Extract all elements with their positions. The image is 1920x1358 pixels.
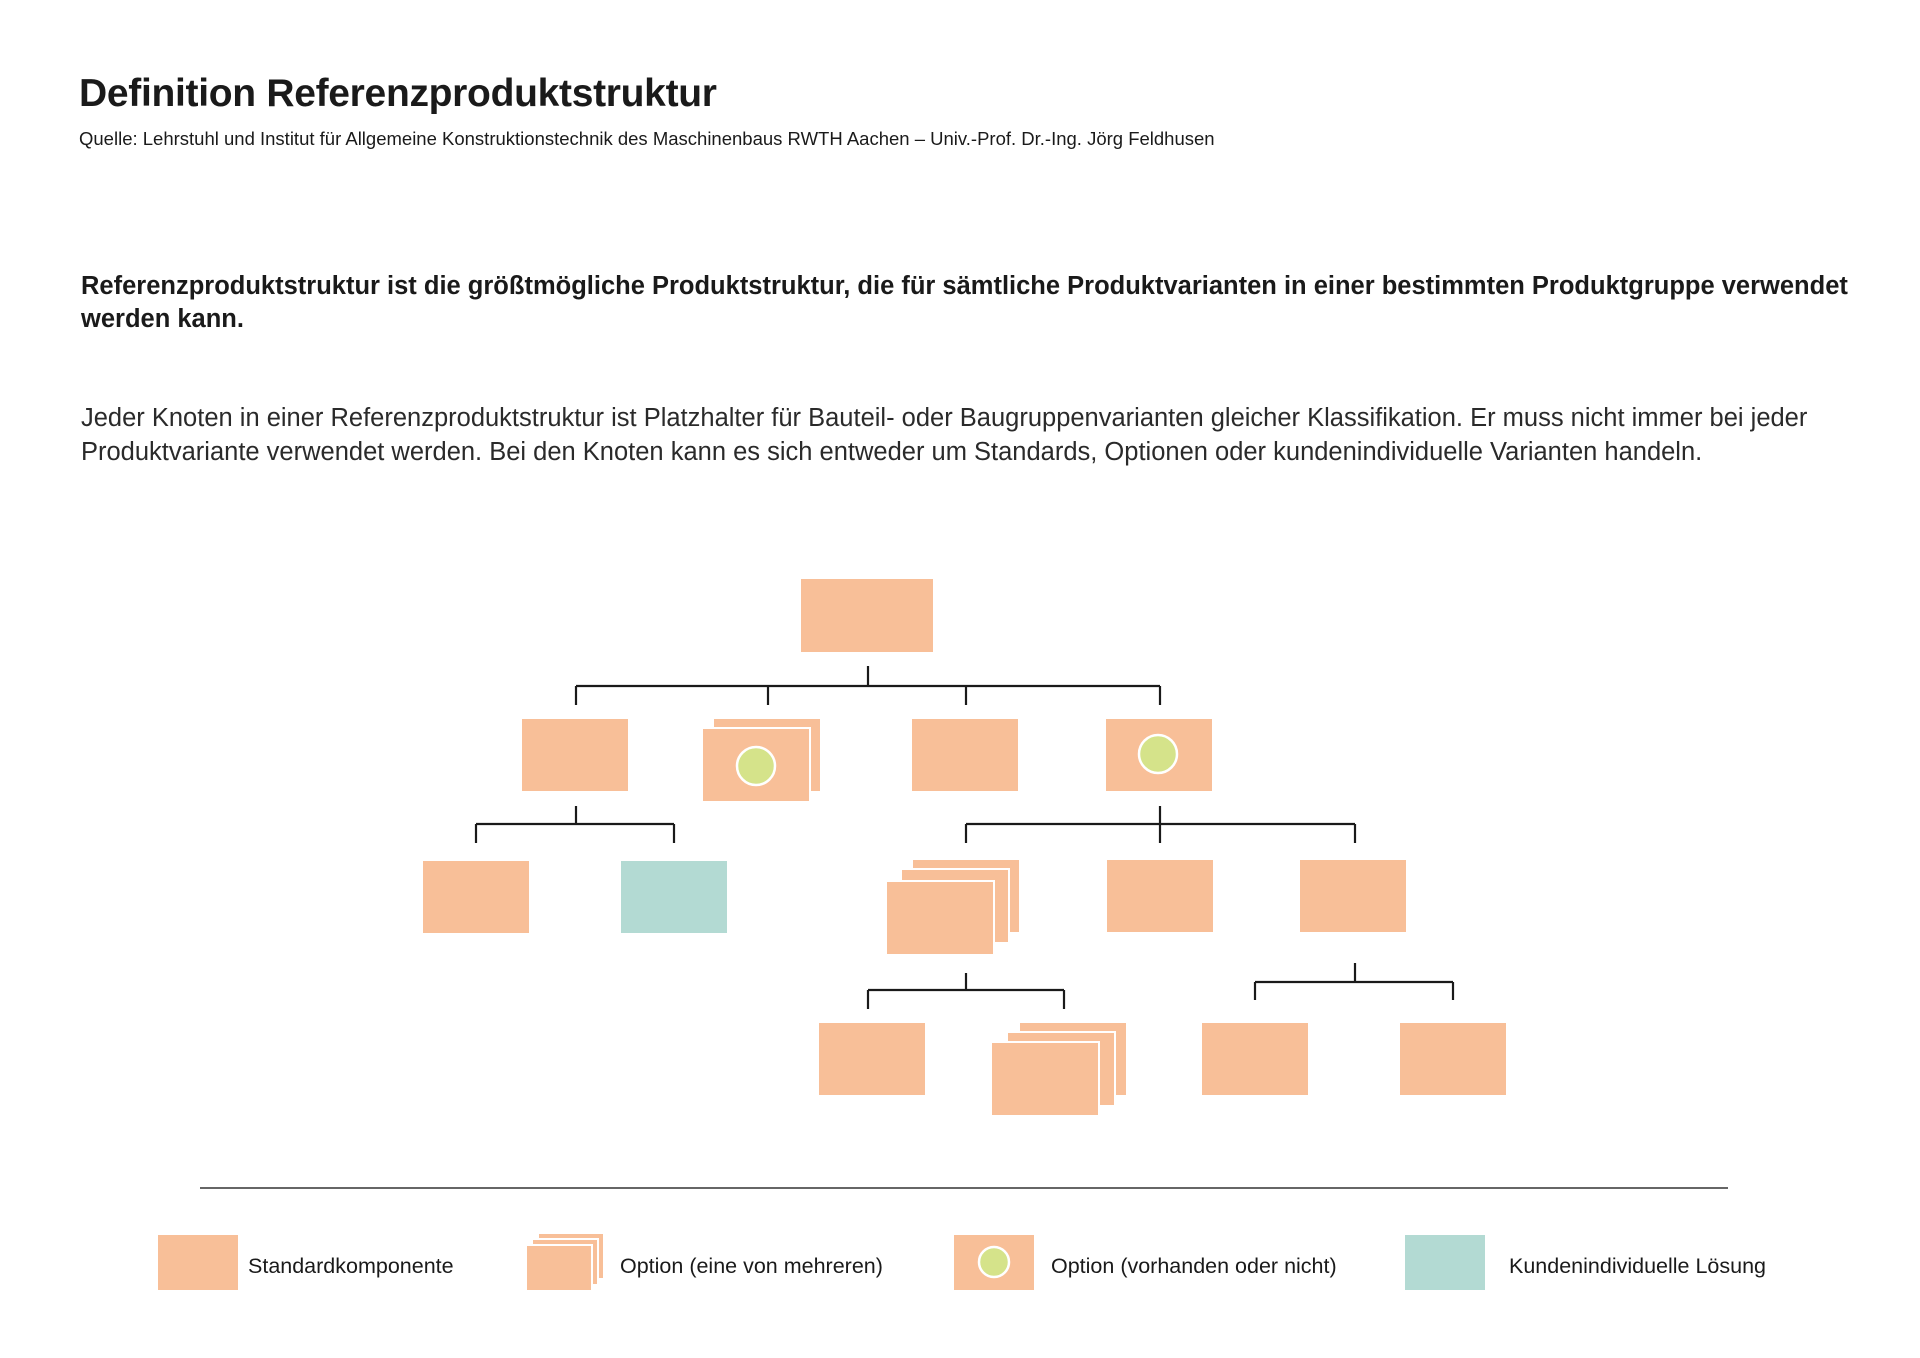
node-l2-customer: [620, 860, 728, 934]
description-text: Jeder Knoten in einer Referenzproduktstruktur ist Platzhalter für Bauteil- oder Baugruppenvarianten gleicher Klassifikation. Er muss nicht immer bei jeder Produktvariante verwendet werden. Bei den Knoten kann es sich entweder um Standards, Optionen oder kundenindividuelle Varianten handeln.: [81, 404, 1808, 466]
node-l3-standard-3: [1399, 1022, 1507, 1096]
legend-label-option-several: Option (eine von mehreren): [620, 1254, 883, 1278]
connector-standard-branch: [1255, 963, 1453, 1000]
source-citation: Quelle: Lehrstuhl und Institut für Allgemeine Konstruktionstechnik des Maschinenbaus RWTH Aachen – Univ.-Prof. Dr.-Ing. Jörg Feldhusen: [79, 128, 1215, 149]
legend-customer-swatch: [1404, 1234, 1486, 1291]
stack-layer-front: [526, 1245, 592, 1291]
page-title: Definition Referenzproduktstruktur: [79, 72, 717, 115]
node-l2-standard-right: [1299, 859, 1407, 933]
definition-text: Referenzproduktstruktur ist die größtmögliche Produktstruktur, die für sämtliche Produktvarianten in einer bestimmten Produktgruppe verwendet werden kann.: [81, 272, 1848, 333]
legend-label-standard: Standardkomponente: [248, 1254, 454, 1278]
optional-marker-icon: [979, 1247, 1009, 1277]
connector-left-branch: [476, 806, 674, 843]
node-l1-standard-1: [521, 718, 629, 792]
legend-label-option-present: Option (vorhanden oder nicht): [1051, 1254, 1337, 1278]
node-l2-option-stack: [886, 859, 1020, 955]
legend-standard-swatch: [157, 1234, 239, 1291]
node-l3-standard-2: [1201, 1022, 1309, 1096]
root-node: [800, 578, 934, 653]
node-l1-option-stack: [702, 718, 821, 802]
stack-layer-front: [886, 881, 994, 955]
stack-layer-front: [991, 1042, 1099, 1116]
connector-root: [576, 666, 1160, 705]
connector-option-branch: [868, 973, 1064, 1009]
optional-marker-icon: [737, 747, 775, 785]
node-l2-standard-left: [422, 860, 530, 934]
node-l1-standard-2: [911, 718, 1019, 792]
legend-label-customer: Kundenindividuelle Lösung: [1509, 1254, 1767, 1278]
legend-optional-swatch: [953, 1234, 1035, 1291]
node-l3-option-stack: [991, 1022, 1127, 1116]
optional-marker-icon: [1139, 735, 1177, 773]
connector-right-branch: [966, 806, 1355, 843]
legend-option-stack-swatch: [526, 1233, 604, 1291]
node-l3-standard-1: [818, 1022, 926, 1096]
node-l1-optional: [1105, 718, 1213, 792]
node-l2-standard-mid: [1106, 859, 1214, 933]
